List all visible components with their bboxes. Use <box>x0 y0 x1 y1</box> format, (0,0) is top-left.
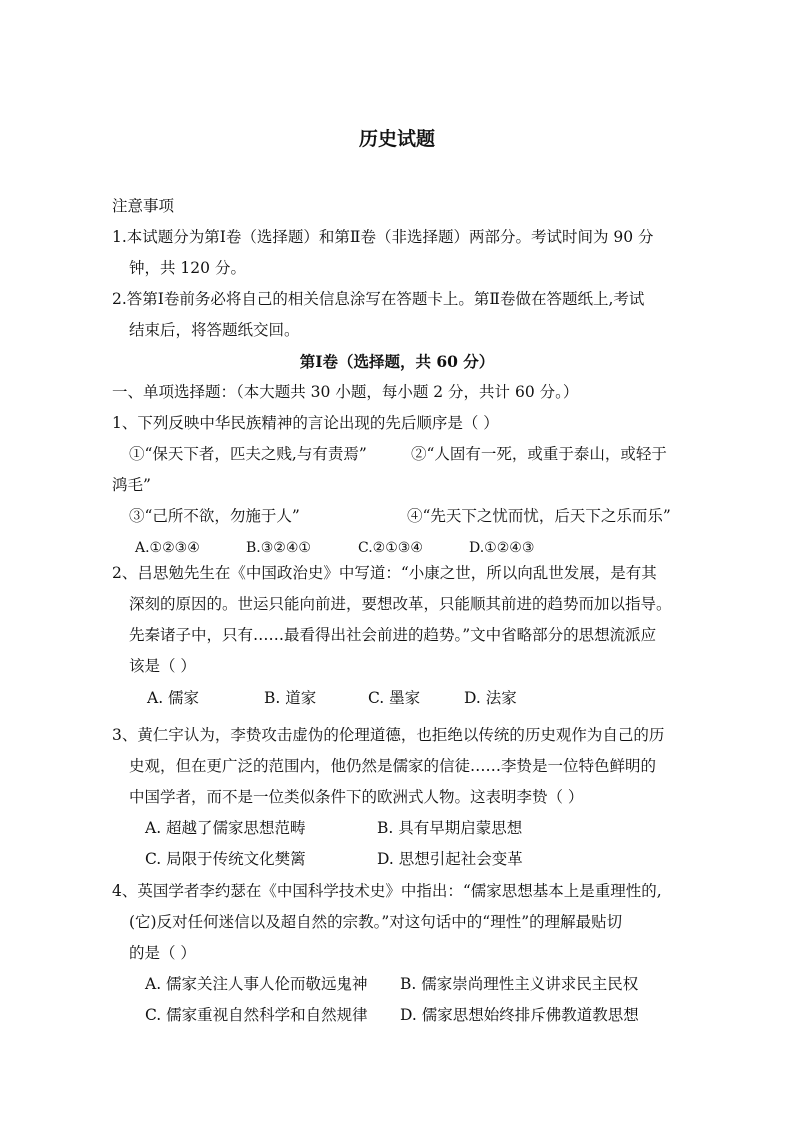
notice-item-2-line-1: 2.答第Ⅰ卷前务必将自己的相关信息涂写在答题卡上。第Ⅱ卷做在答题纸上,考试 <box>112 290 645 308</box>
question-1-item-3: ③“己所不欲，勿施于人” <box>129 507 300 525</box>
page-title: 历史试题 <box>358 128 435 150</box>
question-3-option-b: B. 具有早期启蒙思想 <box>377 819 523 837</box>
question-2-line-4: 该是（ ） <box>129 657 196 675</box>
question-3-line-1: 3、黄仁宇认为，李贽攻击虚伪的伦理道德，也拒绝以传统的历史观作为自己的历 <box>112 726 665 744</box>
question-2-option-d: D. 法家 <box>464 689 517 707</box>
section-instruction: 一、单项选择题：（本大题共 30 小题，每小题 2 分，共计 60 分。） <box>112 383 579 401</box>
question-3-line-2: 史观，但在更广泛的范围内，他仍然是儒家的信徒……李贽是一位特色鲜明的 <box>129 757 657 775</box>
question-2-option-a: A. 儒家 <box>147 689 200 707</box>
notice-heading: 注意事项 <box>112 197 175 215</box>
question-3-option-c: C. 局限于传统文化樊篱 <box>145 850 306 868</box>
question-4-option-d: D. 儒家思想始终排斥佛教道教思想 <box>400 1006 639 1024</box>
notice-item-1-line-1: 1.本试题分为第Ⅰ卷（选择题）和第Ⅱ卷（非选择题）两部分。考试时间为 90 分 <box>112 228 654 246</box>
question-1-option-b: B.③②④① <box>246 540 311 556</box>
question-2-option-b: B. 道家 <box>264 689 317 707</box>
question-4-line-3: 的是（ ） <box>129 944 196 962</box>
question-2-option-c: C. 墨家 <box>368 689 421 707</box>
question-2-line-3: 先秦诸子中，只有……最看得出社会前进的趋势。”文中省略部分的思想流派应 <box>129 626 657 644</box>
section-title: 第Ⅰ卷（选择题，共 60 分） <box>299 352 495 371</box>
question-1-item-2: ②“人固有一死，或重于泰山，或轻于 <box>411 445 667 463</box>
question-1-option-c: C.②①③④ <box>358 540 423 556</box>
question-1-option-a: A.①②③④ <box>135 540 200 556</box>
question-1-option-d: D.①②④③ <box>469 540 535 556</box>
question-4-option-a: A. 儒家关注人事人伦而敬远鬼神 <box>145 975 368 993</box>
notice-item-2-line-2: 结束后，将答题纸交回。 <box>129 321 300 339</box>
notice-item-1-line-2: 钟，共 120 分。 <box>129 259 246 277</box>
question-2-line-1: 2、吕思勉先生在《中国政治史》中写道：“小康之世，所以向乱世发展，是有其 <box>112 564 657 582</box>
question-4-line-1: 4、英国学者李约瑟在《中国科学技术史》中指出：“儒家思想基本上是重理性的, <box>112 882 662 900</box>
question-4-option-c: C. 儒家重视自然科学和自然规律 <box>145 1006 368 1024</box>
question-4-line-2: (它)反对任何迷信以及超自然的宗教。”对这句话中的“理性”的理解最贴切 <box>129 913 623 931</box>
question-3-option-a: A. 超越了儒家思想范畴 <box>145 819 306 837</box>
question-1-stem: 1、下列反映中华民族精神的言论出现的先后顺序是（ ） <box>112 414 499 432</box>
question-1-item-2-cont: 鸿毛” <box>112 476 151 494</box>
question-4-option-b: B. 儒家崇尚理性主义讲求民主民权 <box>400 975 639 993</box>
question-1-item-4: ④“先天下之忧而忧，后天下之乐而乐” <box>407 507 671 525</box>
question-3-line-3: 中国学者，而不是一位类似条件下的欧洲式人物。这表明李贽（ ） <box>129 788 584 806</box>
question-1-item-1: ①“保天下者，匹夫之贱,与有责焉” <box>129 445 367 463</box>
question-3-option-d: D. 思想引起社会变革 <box>377 850 523 868</box>
question-2-line-2: 深刻的原因的。世运只能向前进，要想改革，只能顺其前进的趋势而加以指导。 <box>129 595 672 613</box>
